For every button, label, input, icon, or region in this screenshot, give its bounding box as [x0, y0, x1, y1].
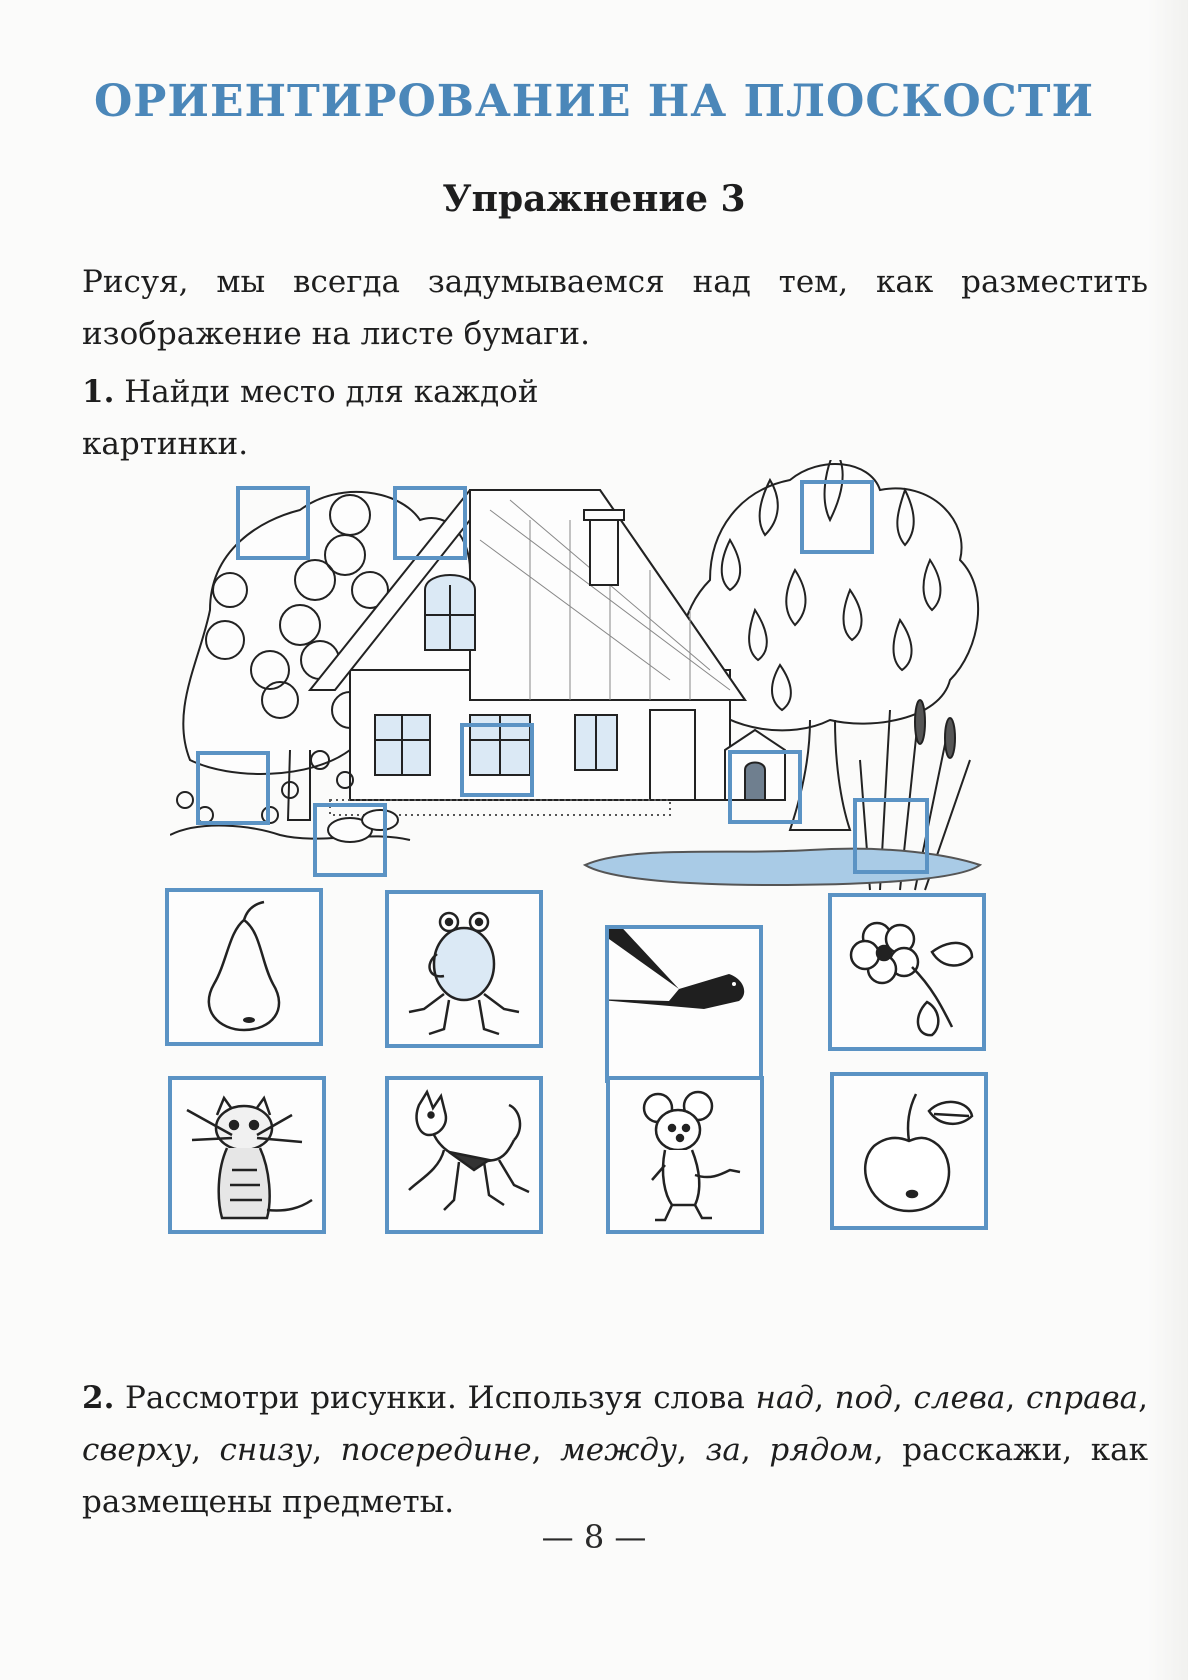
kitten-icon [172, 1080, 322, 1230]
word-pod: под [834, 1380, 893, 1416]
word-za: за [705, 1432, 741, 1468]
scene-illustration [170, 460, 1080, 940]
word-snizu: снизу [219, 1432, 313, 1468]
mouse-icon [610, 1080, 760, 1230]
apple-icon [834, 1076, 984, 1226]
word-sverkhu: сверху [82, 1432, 192, 1468]
task-2: 2. Рассмотри рисунки. Используя слова над, под, слева, справа, сверху, снизу, посередине, между, за, рядом, расскажи, как размещены предметы. [82, 1380, 1149, 1520]
card-mouse[interactable] [606, 1076, 764, 1234]
word-sleva: слева [913, 1380, 1006, 1416]
word-poseredine: посередине [340, 1432, 532, 1468]
card-apple[interactable] [830, 1072, 988, 1230]
word-nad: над [755, 1380, 815, 1416]
task-2-number: 2. [82, 1380, 115, 1416]
task-1 [82, 366, 702, 470]
card-kitten[interactable] [168, 1076, 326, 1234]
page-number: — 8 — [541, 1518, 647, 1556]
house-garden-scene [170, 460, 1080, 940]
puppy-icon [389, 1080, 539, 1230]
intro-paragraph: Рисуя, мы всегда задумываемся над тем, как разместить изображение на листе бумаги. [82, 264, 1148, 352]
word-ryadom: рядом [769, 1432, 874, 1468]
card-puppy[interactable] [385, 1076, 543, 1234]
task-1-number: 1. [82, 374, 115, 410]
task-1-text: Найди место для каждой картинки. [82, 374, 539, 462]
exercise-heading: Упражнение 3 [442, 178, 746, 220]
page-edge-shadow [1148, 0, 1188, 1680]
task-2-text-a: Рассмотри рисунки. Используя слова [125, 1380, 756, 1416]
swallow-icon [609, 929, 759, 1079]
card-swallow[interactable] [605, 925, 763, 1083]
task-2-text-b: расскажи, как размещены предметы. [82, 1432, 1149, 1520]
page-title: ОРИЕНТИРОВАНИЕ НА ПЛОСКОСТИ [93, 76, 1095, 127]
word-sprava: справа [1025, 1380, 1139, 1416]
word-mezhdu: между [560, 1432, 677, 1468]
